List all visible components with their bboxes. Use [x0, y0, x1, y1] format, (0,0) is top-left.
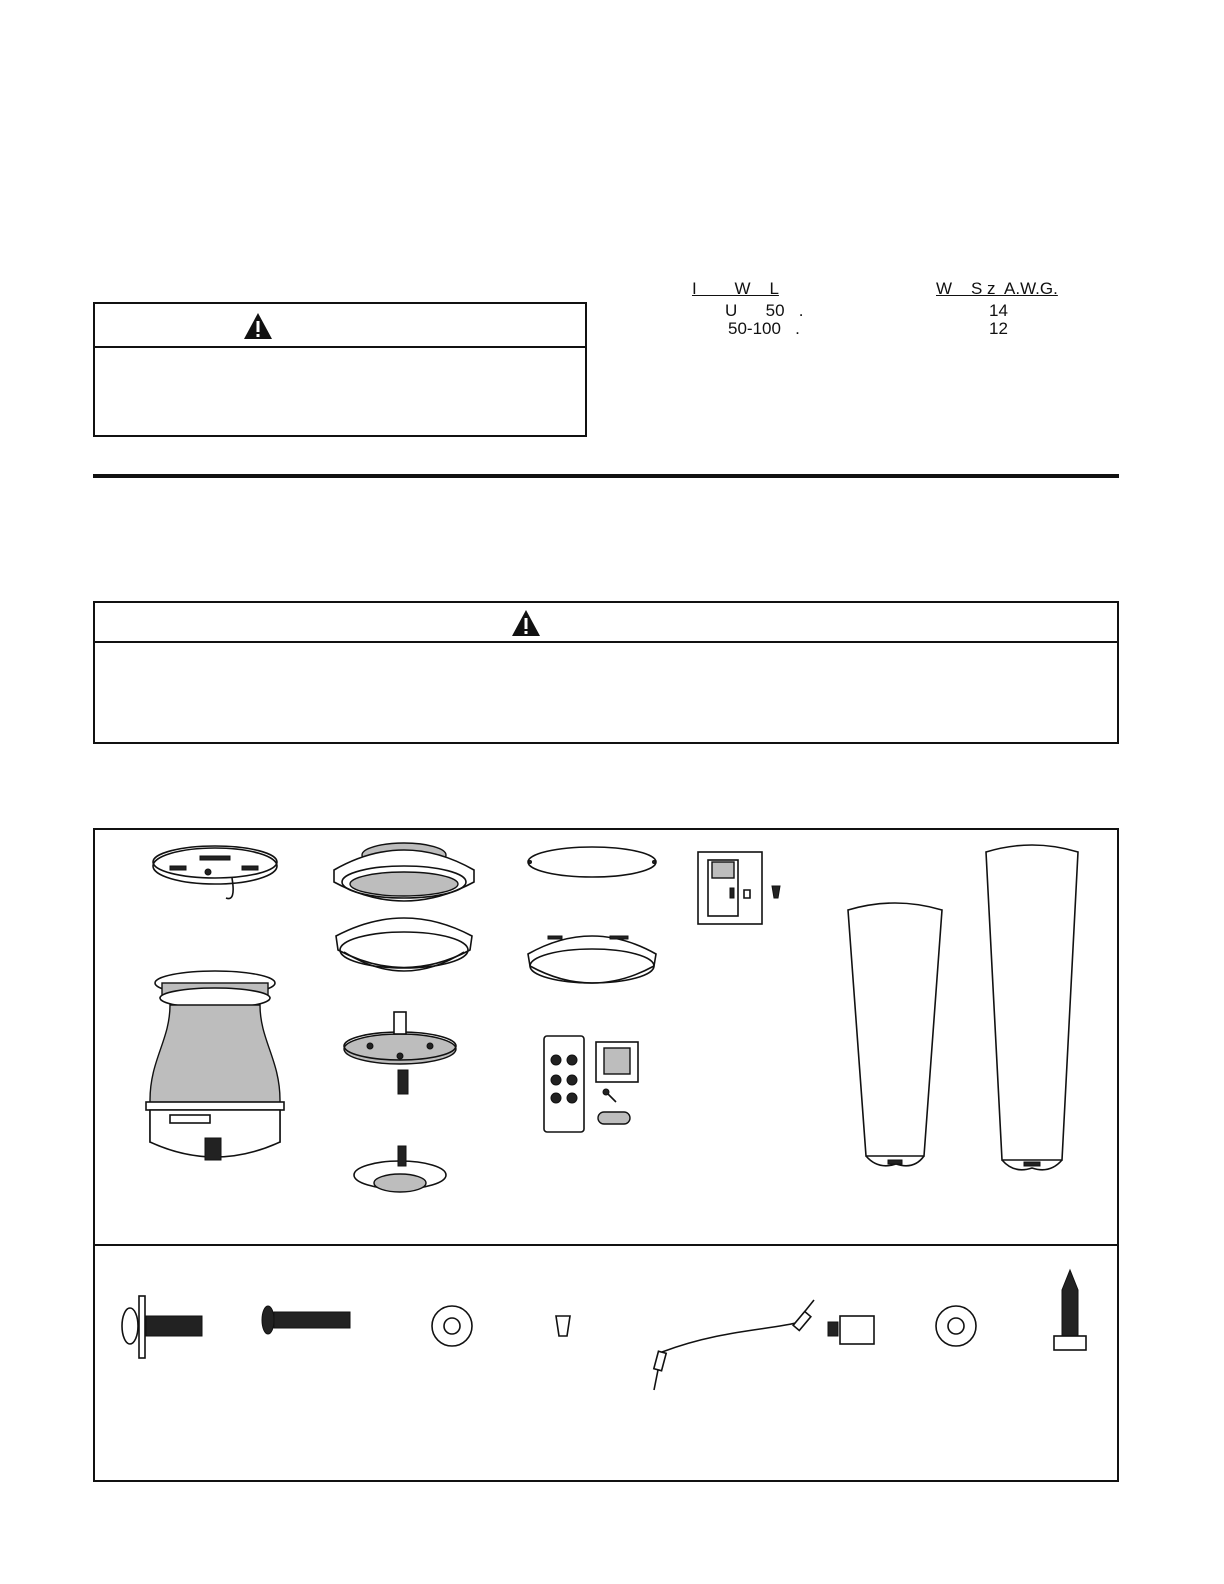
decorative-plate-illustration — [528, 847, 656, 877]
wire-table-row-1-length: U 50 . — [725, 301, 804, 320]
safety-cable-illustration — [654, 1300, 814, 1390]
fan-motor-housing-illustration — [146, 971, 284, 1160]
receiver-illustration — [698, 852, 780, 924]
light-glass-illustration — [354, 1146, 446, 1192]
wood-screw-illustration — [1054, 1270, 1086, 1350]
light-kit-plate-illustration — [344, 1012, 456, 1094]
canopy-cover-illustration — [336, 918, 472, 971]
blade-bolt-washer-illustration — [122, 1296, 202, 1358]
mounting-bracket-illustration — [153, 846, 277, 899]
machine-screw-illustration — [262, 1306, 350, 1334]
wire-table-header-length: I W L — [692, 279, 779, 298]
light-trim-ring-illustration — [528, 936, 656, 983]
wire-table-row-2-length: 50-100 . — [728, 319, 800, 338]
fan-blade-long-illustration — [986, 845, 1078, 1170]
wire-table-row-1-size: 14 — [989, 301, 1008, 320]
fan-blade-short-illustration — [848, 903, 942, 1166]
wire-table-row-2-size: 12 — [989, 319, 1008, 338]
clip-connector-illustration — [828, 1316, 874, 1344]
remote-control-illustration — [544, 1036, 638, 1132]
canopy-ring-illustration — [334, 843, 474, 901]
wire-nut-illustration — [556, 1316, 570, 1336]
wire-table-header-size: W S z A.W.G. — [936, 279, 1058, 298]
washer-illustration — [432, 1306, 472, 1346]
washer-illustration-2 — [936, 1306, 976, 1346]
